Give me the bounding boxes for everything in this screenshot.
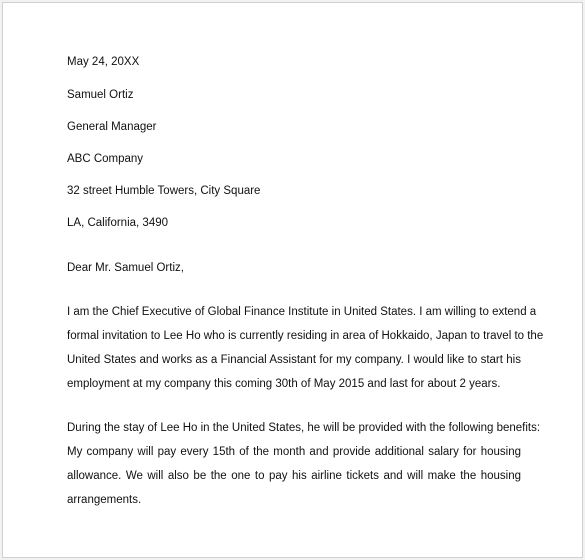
document-page [2,2,583,558]
recipient-title: General Manager [67,121,157,133]
paragraph-2-line: During the stay of Lee Ho in the United States, he will be provided with the following benefits: [67,422,541,434]
letter-date: May 24, 20XX [67,56,140,68]
recipient-name: Samuel Ortiz [67,89,134,101]
paragraph-1-line: formal invitation to Lee Ho who is currently residing in area of Hokkaido, Japan to travel to the [67,330,544,342]
paragraph-1-line: I am the Chief Executive of Global Finance Institute in United States. I am willing to extend a [67,306,537,318]
address-line-1: 32 street Humble Towers, City Square [67,185,261,197]
paragraph-1-line: United States and works as a Financial Assistant for my company. I would like to start his [67,354,521,366]
paragraph-2-line: arrangements. [67,494,142,506]
paragraph-1 [67,305,544,401]
paragraph-2 [67,421,541,517]
salutation: Dear Mr. Samuel Ortiz, [67,262,184,274]
address-line-2: LA, California, 3490 [67,217,169,229]
recipient-company: ABC Company [67,153,144,165]
paragraph-2-line: allowance. We will also be the one to pay his airline tickets and will make the housing [67,470,521,482]
paragraph-1-line: employment at my company this coming 30th of May 2015 and last for about 2 years. [67,378,501,390]
paragraph-2-line: My company will pay every 15th of the month and provide additional salary for housing [67,446,521,458]
